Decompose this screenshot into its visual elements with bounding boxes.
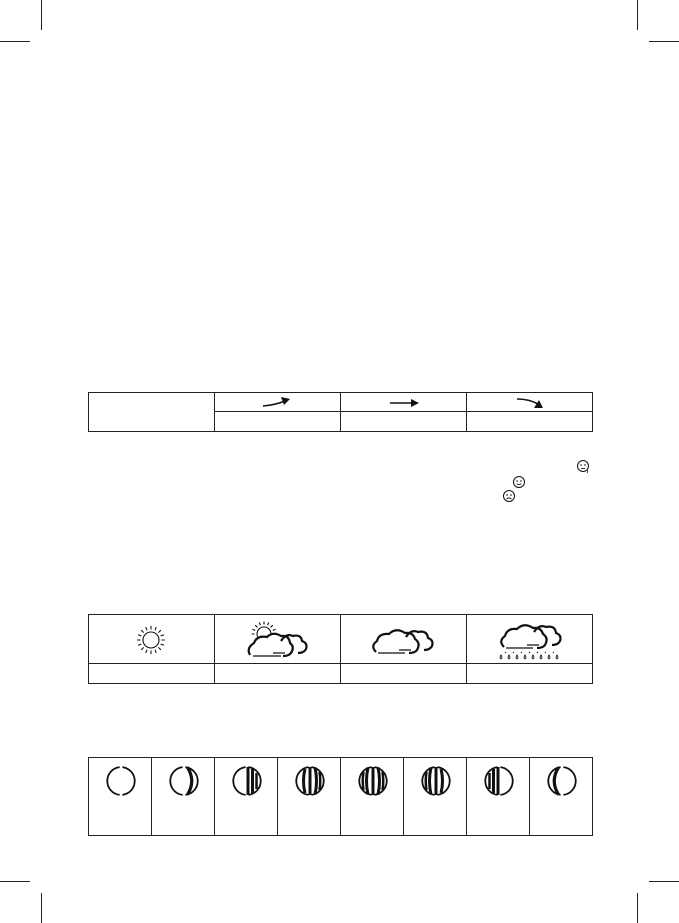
- full-moon-icon: [341, 758, 404, 835]
- crop-mark-top-left-v: [41, 0, 42, 30]
- face-comfort-icon: [512, 475, 526, 489]
- moon-cell-7: [467, 758, 530, 835]
- trend-label-cell-steady: [341, 412, 467, 431]
- weather-icon-cell-rainy: [467, 615, 592, 664]
- trend-icon-cell-rising: [215, 393, 341, 412]
- trend-row-label-cell: [89, 393, 215, 431]
- weather-label-cell-rainy: [467, 664, 592, 683]
- trend-table: [88, 392, 593, 432]
- arrow-rising-icon: [215, 393, 341, 412]
- face-wet-icon: [576, 459, 590, 475]
- crop-mark-bottom-right-h: [649, 881, 679, 882]
- sun-cloud-icon: [215, 615, 341, 664]
- weather-label-cell-sunny: [89, 664, 215, 683]
- weather-icon-cell-sunny: [89, 615, 215, 664]
- trend-icon-cell-steady: [341, 393, 467, 412]
- cloud-icon: [341, 615, 467, 664]
- new-moon-icon: [89, 758, 152, 835]
- crop-mark-top-left-h: [0, 41, 30, 42]
- sun-icon: [89, 615, 215, 664]
- trend-icon-cell-falling: [467, 393, 592, 412]
- weather-icon-cell-partly-cloudy: [215, 615, 341, 664]
- moon-phase-table: [88, 757, 593, 836]
- arrow-falling-icon: [467, 393, 592, 412]
- crop-mark-top-right-h: [649, 41, 679, 42]
- moon-cell-4: [278, 758, 341, 835]
- rain-cloud-icon: [467, 615, 592, 664]
- crop-mark-top-right-v: [637, 0, 638, 30]
- crop-mark-bottom-right-v: [637, 893, 638, 923]
- moon-cell-1: [89, 758, 152, 835]
- weather-label-cell-cloudy: [341, 664, 467, 683]
- moon-cell-5: [341, 758, 404, 835]
- arrow-steady-icon: [341, 393, 467, 412]
- first-quarter-icon: [215, 758, 278, 835]
- crop-mark-bottom-left-h: [0, 881, 30, 882]
- waning-crescent-icon: [530, 758, 592, 835]
- trend-label-cell-falling: [467, 412, 592, 431]
- moon-cell-3: [215, 758, 278, 835]
- last-quarter-icon: [467, 758, 530, 835]
- waxing-crescent-icon: [152, 758, 215, 835]
- waxing-gibbous-icon: [278, 758, 341, 835]
- trend-label-cell-rising: [215, 412, 341, 431]
- weather-icon-cell-cloudy: [341, 615, 467, 664]
- weather-label-cell-partly-cloudy: [215, 664, 341, 683]
- face-dry-icon: [502, 489, 516, 503]
- crop-mark-bottom-left-v: [41, 893, 42, 923]
- moon-cell-6: [404, 758, 467, 835]
- weather-table: [88, 614, 593, 684]
- waning-gibbous-icon: [404, 758, 467, 835]
- moon-cell-2: [152, 758, 215, 835]
- moon-cell-8: [530, 758, 592, 835]
